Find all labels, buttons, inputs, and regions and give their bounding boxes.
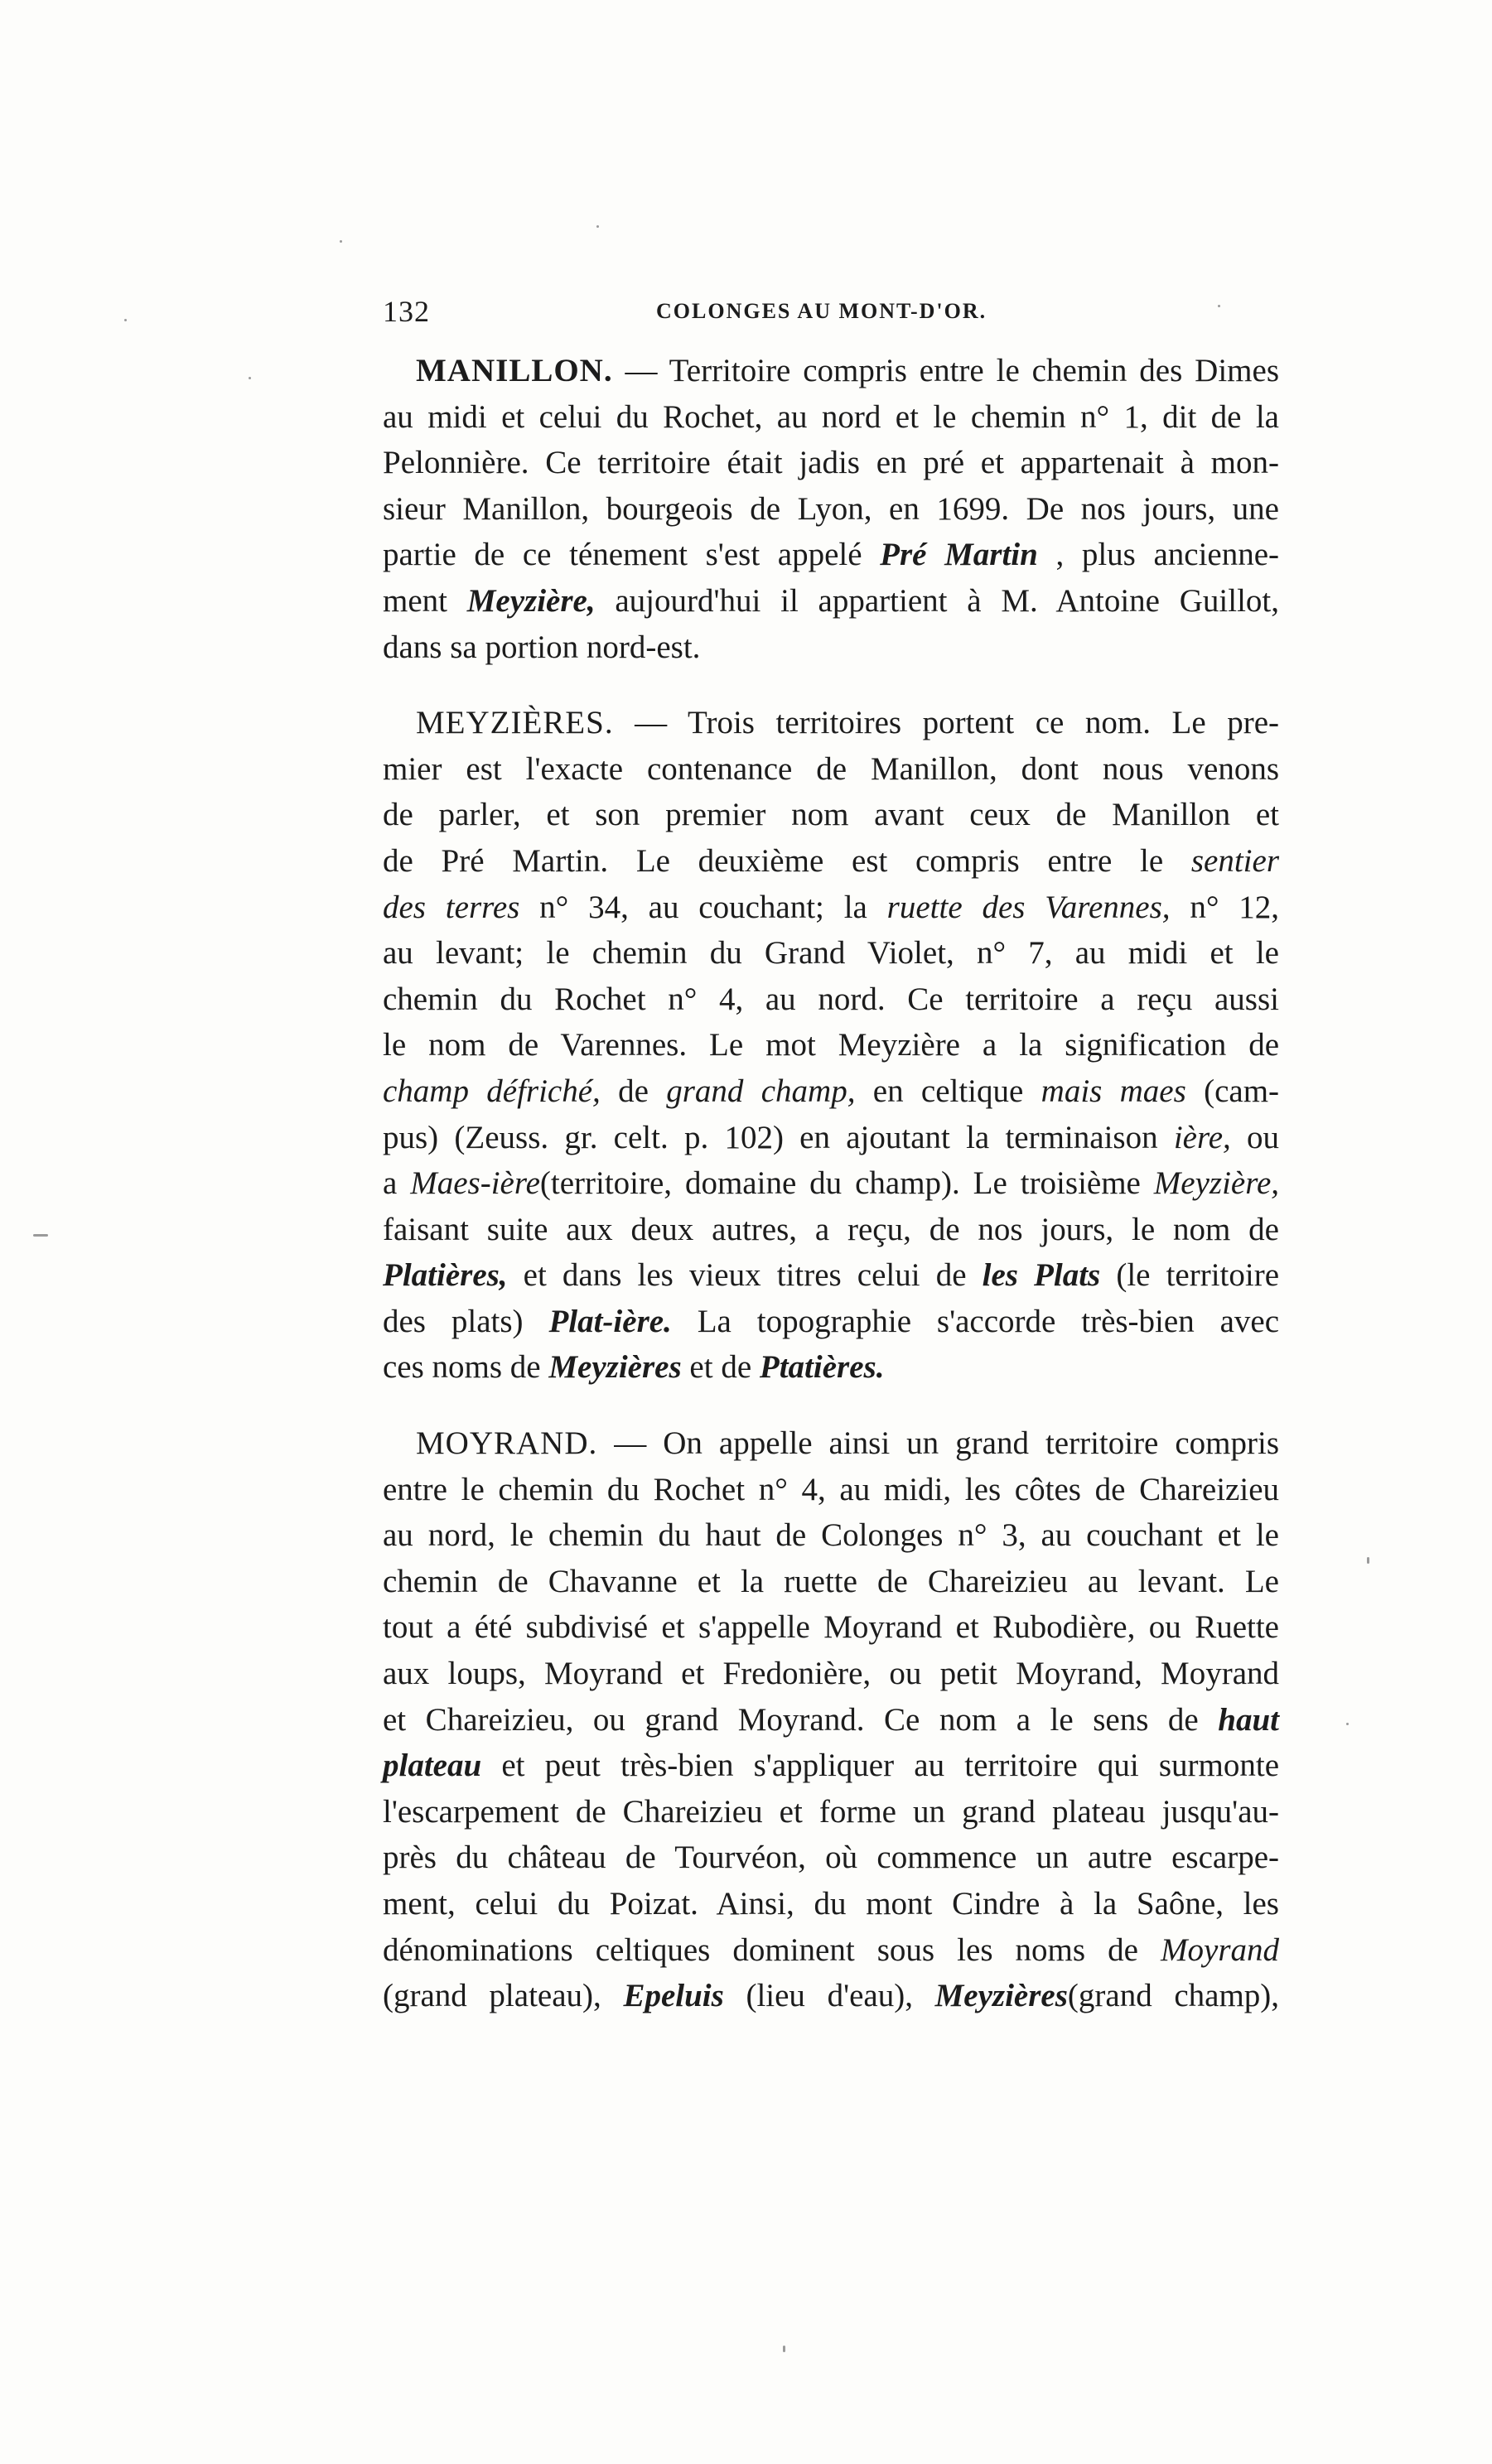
em-dash: — xyxy=(625,353,658,388)
running-title: COLONGES AU MONT-D'OR. xyxy=(656,299,987,323)
paper-speck xyxy=(596,225,599,228)
text-line: l'escarpement de Chareizieu et forme un grand plateau jusqu'au- xyxy=(383,1793,1279,1830)
paper-speck xyxy=(249,377,251,379)
entry-moyrand xyxy=(383,1420,1279,2019)
text-line xyxy=(383,1068,1279,1115)
line-text: La topographie s'accorde très-bien avec xyxy=(697,1303,1280,1339)
text-line xyxy=(383,885,1279,931)
text-line xyxy=(383,1115,1279,1161)
text-line: entre le chemin du Rochet n° 4, au midi, les côtes de Chareizieu xyxy=(383,1471,1279,1507)
text-line xyxy=(383,1420,1279,1467)
text-line: faisant suite aux deux autres, a reçu, de nos jours, le nom de xyxy=(383,1211,1279,1247)
paper-speck xyxy=(124,319,127,321)
text-line xyxy=(383,578,1279,624)
text-line: chemin du Rochet n° 4, au nord. Ce territoire a reçu aussi xyxy=(383,981,1279,1017)
em-dash: — xyxy=(635,705,668,741)
line-text: et Chareizieu, ou grand Moyrand. Ce nom a le sens de xyxy=(383,1701,1199,1738)
text-line xyxy=(383,1927,1279,1974)
entry-manillon xyxy=(383,348,1279,670)
italic-term: Plat-ière. xyxy=(548,1303,672,1339)
line-text: des plats) xyxy=(383,1303,524,1339)
text-line: chemin de Chavanne et la ruette de Chareizieu au levant. Le xyxy=(383,1563,1279,1599)
text-line: tout a été subdivisé et s'appelle Moyrand et Rubodière, ou Ruette xyxy=(383,1609,1279,1646)
text-line: au nord, le chemin du haut de Colonges n° 3, au couchant et le xyxy=(383,1517,1279,1554)
text-line: au levant; le chemin du Grand Violet, n° 7, au midi et le xyxy=(383,935,1279,972)
paper-speck xyxy=(33,1234,48,1237)
line-text: et dans les vieux titres celui de xyxy=(523,1257,967,1294)
paper-speck xyxy=(1346,1723,1349,1725)
text-line: de parler, et son premier nom avant ceux de Manillon et xyxy=(383,797,1279,833)
text-line: au midi et celui du Rochet, au nord et le chemin n° 1, dit de la xyxy=(383,398,1279,435)
line-text: de Pré Martin. Le deuxième est compris entre le xyxy=(383,842,1164,879)
text-line xyxy=(383,838,1279,885)
line-text: On appelle ainsi un grand territoire compris xyxy=(663,1425,1280,1462)
text-line: près du château de Tourvéon, où commence un autre escarpe- xyxy=(383,1840,1279,1876)
line-text: (grand plateau), xyxy=(383,1978,601,2014)
line-text: n° 12, xyxy=(1190,889,1280,925)
italic-term: ruette des Varennes, xyxy=(886,889,1171,925)
entry-heading: MANILLON. xyxy=(416,353,613,388)
italic-term: Meyzières xyxy=(934,1978,1068,2014)
paper-speck xyxy=(1367,1557,1369,1564)
line-text: n° 34, au couchant; la xyxy=(539,889,867,925)
text-line xyxy=(383,700,1279,746)
italic-term: ière, xyxy=(1173,1119,1231,1155)
line-text: ment xyxy=(383,582,447,619)
italic-term: plateau xyxy=(383,1748,482,1784)
line-text: (territoire, domaine du champ). Le troisième xyxy=(539,1165,1141,1202)
page-header xyxy=(383,294,1279,335)
line-text: (cam- xyxy=(1204,1073,1280,1109)
text-line xyxy=(383,1299,1279,1345)
line-text: et de xyxy=(689,1349,752,1386)
paper-speck xyxy=(783,2346,785,2352)
italic-term: grand champ, xyxy=(666,1073,856,1109)
line-text: (lieu d'eau), xyxy=(746,1978,913,2014)
line-text: , plus ancienne- xyxy=(1055,537,1280,573)
italic-term: Meyzière, xyxy=(1153,1165,1280,1202)
text-line xyxy=(383,1160,1279,1207)
line-text: (le territoire xyxy=(1116,1257,1280,1294)
text-line: mier est l'exacte contenance de Manillon, dont nous venons xyxy=(383,750,1279,787)
line-text: en celtique xyxy=(872,1073,1024,1109)
italic-term: Meyzière, xyxy=(466,582,596,619)
text-line xyxy=(383,1344,1279,1391)
entry-heading: MEYZIÈRES. xyxy=(416,705,614,741)
italic-term: les Plats xyxy=(982,1257,1101,1294)
italic-term: Maes-ière xyxy=(410,1165,540,1202)
italic-term: sentier xyxy=(1190,842,1280,879)
text-line: le nom de Varennes. Le mot Meyzière a la signification de xyxy=(383,1027,1279,1063)
entry-meyzieres xyxy=(383,700,1279,1391)
italic-term: Moyrand xyxy=(1161,1931,1279,1968)
text-line: aux loups, Moyrand et Fredonière, ou petit Moyrand, Moyrand xyxy=(383,1656,1279,1692)
line-text: Territoire compris entre le chemin des Dimes xyxy=(669,353,1280,388)
line-text: partie de ce ténement s'est appelé xyxy=(383,537,862,573)
line-text: ou xyxy=(1247,1119,1280,1155)
em-dash: — xyxy=(614,1425,647,1462)
italic-term: champ défriché, xyxy=(383,1073,601,1109)
text-line xyxy=(383,532,1279,578)
italic-term: haut xyxy=(1218,1701,1280,1738)
italic-term: des terres xyxy=(383,889,520,925)
italic-term: Meyzières xyxy=(548,1349,682,1386)
line-text: aujourd'hui il appartient à M. Antoine Guillot, xyxy=(615,582,1280,619)
line-text: et peut très-bien s'appliquer au territoire qui surmonte xyxy=(501,1748,1280,1784)
line-text: ces noms de xyxy=(383,1349,541,1386)
paper-speck xyxy=(340,240,342,243)
line-text: de xyxy=(618,1073,649,1109)
text-line: ment, celui du Poizat. Ainsi, du mont Cindre à la Saône, les xyxy=(383,1886,1279,1922)
italic-term: Platières, xyxy=(383,1257,508,1294)
line-text: pus) (Zeuss. gr. celt. p. 102) en ajoutant la terminaison xyxy=(383,1119,1158,1155)
line-text: dénominations celtiques dominent sous les noms de xyxy=(383,1931,1138,1968)
entry-heading: MOYRAND. xyxy=(416,1425,598,1462)
text-line xyxy=(383,1697,1279,1743)
italic-term: Pré Martin xyxy=(880,537,1038,573)
text-line xyxy=(383,348,1279,394)
text-line xyxy=(383,1743,1279,1789)
page-body xyxy=(383,348,1279,2049)
line-text: a xyxy=(383,1165,398,1202)
text-line: sieur Manillon, bourgeois de Lyon, en 1699. De nos jours, une xyxy=(383,490,1279,527)
text-line xyxy=(383,1252,1279,1299)
italic-term: Epeluis xyxy=(623,1978,724,2014)
italic-term: mais maes xyxy=(1041,1073,1186,1109)
text-line: Pelonnière. Ce territoire était jadis en pré et appartenait à mon- xyxy=(383,445,1279,481)
page-number: 132 xyxy=(383,295,430,328)
text-line: dans sa portion nord-est. xyxy=(383,629,701,665)
line-text: Trois territoires portent ce nom. Le pre- xyxy=(688,705,1279,741)
italic-term: Ptatières. xyxy=(759,1349,885,1386)
line-text: (grand champ), xyxy=(1067,1978,1280,2014)
text-line xyxy=(383,1973,1279,2019)
